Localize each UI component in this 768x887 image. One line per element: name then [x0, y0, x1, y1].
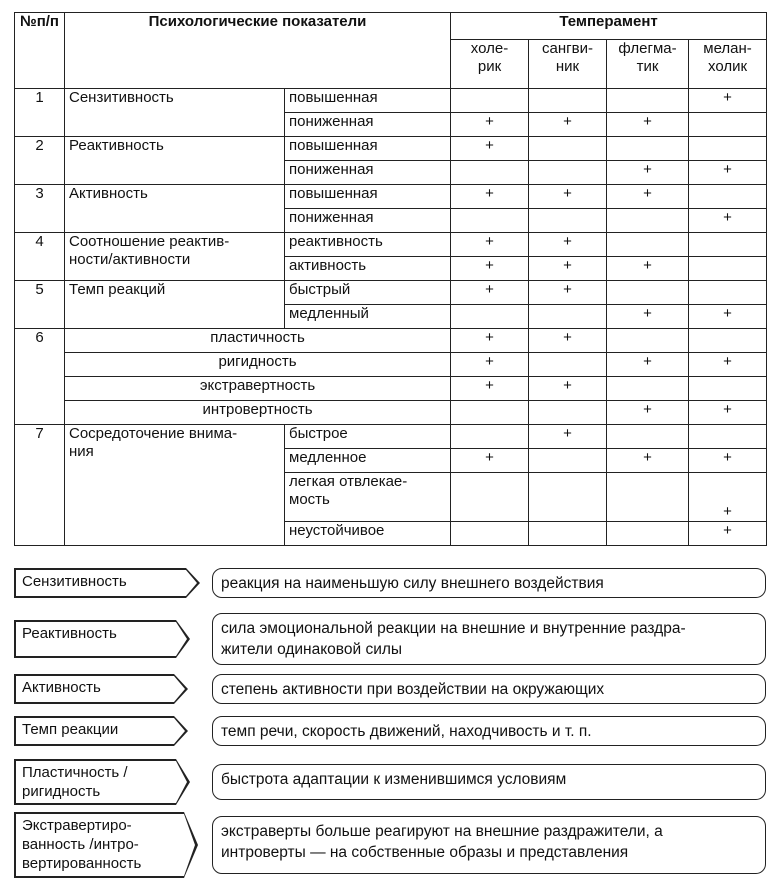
level-label: пониженная: [285, 209, 451, 233]
row-number: 7: [15, 425, 65, 546]
mark-cell: +: [529, 377, 607, 401]
mark-cell: +: [451, 377, 529, 401]
mark-cell: [689, 113, 767, 137]
mark-cell: [689, 257, 767, 281]
mark-cell: [529, 89, 607, 113]
mark-cell: +: [689, 353, 767, 377]
definition-text: сила эмоциональной реакции на внешние и внутренние раздра- жители одинаковой силы: [212, 613, 766, 665]
mark-cell: [607, 281, 689, 305]
header-num: №п/п: [15, 13, 65, 89]
table-row: [15, 329, 767, 353]
mark-cell: [451, 89, 529, 113]
header-melancholic: мелан- холик: [689, 40, 767, 89]
definition-term: [14, 716, 174, 746]
mark-cell: +: [451, 353, 529, 377]
mark-cell: +: [529, 185, 607, 209]
mark-cell: [607, 137, 689, 161]
mark-cell: +: [529, 233, 607, 257]
mark-cell: [607, 473, 689, 522]
definition-row: [14, 613, 766, 665]
level-label: медленное: [285, 449, 451, 473]
table-row: [15, 353, 767, 377]
level-label: реактивность: [285, 233, 451, 257]
mark-cell: +: [689, 401, 767, 425]
definition-term: [14, 674, 174, 704]
table-row: [15, 401, 767, 425]
definition-text: степень активности при воздействии на окружающих: [212, 674, 766, 704]
level-label: пониженная: [285, 161, 451, 185]
mark-cell: [607, 209, 689, 233]
mark-cell: +: [451, 449, 529, 473]
mark-cell: +: [529, 329, 607, 353]
mark-cell: [529, 401, 607, 425]
header-sanguine: сангви- ник: [529, 40, 607, 89]
definition-text: темп речи, скорость движений, находчивость и т. п.: [212, 716, 766, 746]
definition-text: быстрота адаптации к изменившимся условиям: [212, 764, 766, 800]
indicator-name: Сензитивность: [65, 89, 285, 137]
table-row: [15, 425, 767, 449]
indicator-name: Соотношение реактив- ности/активности: [65, 233, 285, 281]
mark-cell: +: [607, 305, 689, 329]
definition-row: [14, 812, 766, 878]
definition-term-label: Реактивность: [22, 625, 117, 642]
temperament-table: [14, 12, 767, 546]
mark-cell: [529, 161, 607, 185]
table-row: [15, 185, 767, 209]
mark-cell: +: [451, 329, 529, 353]
mark-cell: [607, 425, 689, 449]
mark-cell: [689, 185, 767, 209]
mark-cell: [529, 305, 607, 329]
header-indicators: Психологические показатели: [65, 13, 451, 89]
level-label: легкая отвлекае- мость: [285, 473, 451, 522]
mark-cell: +: [607, 401, 689, 425]
definition-row: [14, 759, 766, 805]
definition-term-label: Пластичность / ригидность: [22, 764, 128, 800]
level-label: повышенная: [285, 89, 451, 113]
mark-cell: +: [607, 353, 689, 377]
mark-cell: [451, 473, 529, 522]
row-number: 6: [15, 329, 65, 425]
row-number: 2: [15, 137, 65, 185]
mark-cell: [529, 449, 607, 473]
header-temperament: Темперамент: [451, 13, 767, 40]
mark-cell: +: [689, 305, 767, 329]
mark-cell: [607, 377, 689, 401]
level-label: быстрый: [285, 281, 451, 305]
definition-term-label: Активность: [22, 679, 101, 696]
definition-row: [14, 568, 766, 598]
mark-cell: [529, 137, 607, 161]
indicator-merged: интровертность: [65, 401, 451, 425]
definition-term-label: Темп реакции: [22, 721, 119, 738]
mark-cell: +: [451, 113, 529, 137]
header-phlegmatic: флегма- тик: [607, 40, 689, 89]
mark-cell: +: [689, 449, 767, 473]
table-row: [15, 377, 767, 401]
level-label: повышенная: [285, 137, 451, 161]
mark-cell: +: [607, 161, 689, 185]
mark-cell: [451, 209, 529, 233]
level-label: активность: [285, 257, 451, 281]
mark-cell: [607, 233, 689, 257]
mark-cell: [451, 401, 529, 425]
mark-cell: [451, 305, 529, 329]
mark-cell: +: [529, 113, 607, 137]
mark-cell: +: [451, 281, 529, 305]
mark-cell: [529, 522, 607, 546]
mark-cell: [451, 522, 529, 546]
table-row: [15, 137, 767, 161]
mark-cell: +: [689, 473, 767, 522]
definition-row: [14, 716, 766, 746]
indicator-merged: ригидность: [65, 353, 451, 377]
row-number: 3: [15, 185, 65, 233]
mark-cell: [689, 137, 767, 161]
header-choleric: холе- рик: [451, 40, 529, 89]
indicator-name: Реактивность: [65, 137, 285, 185]
level-label: медленный: [285, 305, 451, 329]
row-number: 5: [15, 281, 65, 329]
mark-cell: [689, 329, 767, 353]
mark-cell: +: [607, 449, 689, 473]
mark-cell: [529, 209, 607, 233]
level-label: быстрое: [285, 425, 451, 449]
mark-cell: +: [689, 209, 767, 233]
mark-cell: [607, 89, 689, 113]
mark-cell: [451, 425, 529, 449]
indicator-merged: экстравертность: [65, 377, 451, 401]
mark-cell: +: [451, 233, 529, 257]
mark-cell: [607, 329, 689, 353]
definition-term: [14, 568, 186, 598]
mark-cell: [689, 233, 767, 257]
mark-cell: [607, 522, 689, 546]
mark-cell: +: [529, 425, 607, 449]
mark-cell: +: [689, 161, 767, 185]
indicator-name: Сосредоточение внима- ния: [65, 425, 285, 546]
mark-cell: +: [607, 185, 689, 209]
definition-text: экстраверты больше реагируют на внешние раздражители, а интроверты — на собственные образы и представления: [212, 816, 766, 874]
mark-cell: +: [607, 113, 689, 137]
definition-term-label: Сензитивность: [22, 573, 127, 590]
mark-cell: [689, 425, 767, 449]
mark-cell: [689, 281, 767, 305]
level-label: пониженная: [285, 113, 451, 137]
definition-row: [14, 674, 766, 704]
mark-cell: +: [689, 89, 767, 113]
indicator-name: Темп реакций: [65, 281, 285, 329]
table-row: [15, 89, 767, 113]
mark-cell: +: [451, 185, 529, 209]
mark-cell: [689, 377, 767, 401]
level-label: повышенная: [285, 185, 451, 209]
definition-term: [14, 812, 184, 878]
table-row: [15, 281, 767, 305]
row-number: 1: [15, 89, 65, 137]
definition-term: [14, 620, 176, 658]
definition-text: реакция на наименьшую силу внешнего воздействия: [212, 568, 766, 598]
mark-cell: [451, 161, 529, 185]
mark-cell: +: [529, 281, 607, 305]
mark-cell: +: [529, 257, 607, 281]
table-row: [15, 233, 767, 257]
mark-cell: [529, 473, 607, 522]
indicator-merged: пластичность: [65, 329, 451, 353]
definition-term-label: Экстравертиро- ванность /интро- вертированность: [22, 817, 142, 872]
mark-cell: +: [451, 257, 529, 281]
mark-cell: +: [607, 257, 689, 281]
level-label: неустойчивое: [285, 522, 451, 546]
definition-term: [14, 759, 176, 805]
mark-cell: +: [689, 522, 767, 546]
row-number: 4: [15, 233, 65, 281]
mark-cell: +: [451, 137, 529, 161]
indicator-name: Активность: [65, 185, 285, 233]
mark-cell: [529, 353, 607, 377]
